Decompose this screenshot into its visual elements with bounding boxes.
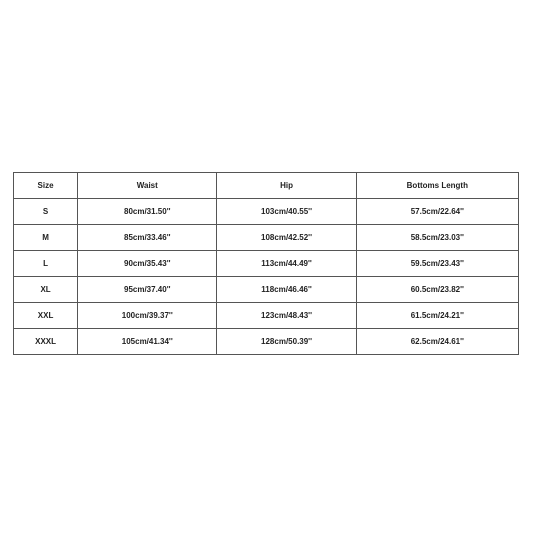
table-row xyxy=(14,277,519,303)
cell-size: XL xyxy=(14,277,78,303)
cell-hip: 113cm/44.49'' xyxy=(217,251,356,277)
table-row xyxy=(14,329,519,355)
header-hip: Hip xyxy=(217,173,356,199)
cell-hip: 128cm/50.39'' xyxy=(217,329,356,355)
cell-bottoms-length: 60.5cm/23.82'' xyxy=(356,277,518,303)
cell-size: M xyxy=(14,225,78,251)
cell-bottoms-length: 58.5cm/23.03'' xyxy=(356,225,518,251)
cell-bottoms-length: 62.5cm/24.61'' xyxy=(356,329,518,355)
cell-size: XXXL xyxy=(14,329,78,355)
size-chart-table xyxy=(13,172,519,355)
header-bottoms-length: Bottoms Length xyxy=(356,173,518,199)
table-row xyxy=(14,251,519,277)
header-waist: Waist xyxy=(78,173,217,199)
cell-bottoms-length: 59.5cm/23.43'' xyxy=(356,251,518,277)
table-header-row xyxy=(14,173,519,199)
cell-size: S xyxy=(14,199,78,225)
cell-hip: 118cm/46.46'' xyxy=(217,277,356,303)
cell-bottoms-length: 61.5cm/24.21'' xyxy=(356,303,518,329)
header-size: Size xyxy=(14,173,78,199)
cell-waist: 85cm/33.46'' xyxy=(78,225,217,251)
cell-waist: 90cm/35.43'' xyxy=(78,251,217,277)
cell-size: L xyxy=(14,251,78,277)
cell-hip: 103cm/40.55'' xyxy=(217,199,356,225)
table-row xyxy=(14,225,519,251)
cell-bottoms-length: 57.5cm/22.64'' xyxy=(356,199,518,225)
cell-waist: 105cm/41.34'' xyxy=(78,329,217,355)
cell-waist: 95cm/37.40'' xyxy=(78,277,217,303)
cell-hip: 123cm/48.43'' xyxy=(217,303,356,329)
cell-waist: 80cm/31.50'' xyxy=(78,199,217,225)
cell-hip: 108cm/42.52'' xyxy=(217,225,356,251)
table-row xyxy=(14,303,519,329)
cell-waist: 100cm/39.37'' xyxy=(78,303,217,329)
cell-size: XXL xyxy=(14,303,78,329)
table-row xyxy=(14,199,519,225)
